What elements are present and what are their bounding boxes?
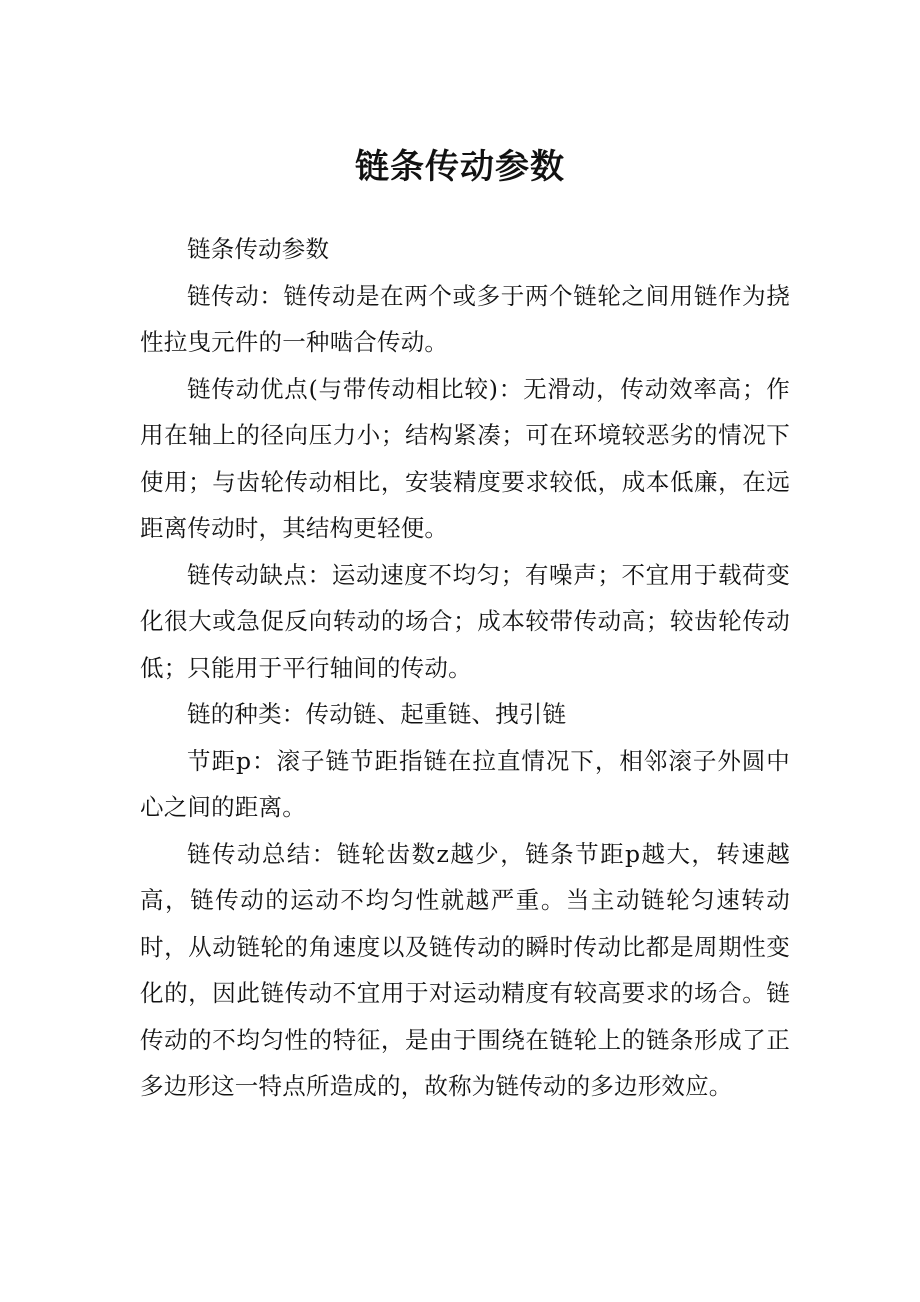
paragraph-pitch: 节距p：滚子链节距指链在拉直情况下，相邻滚子外圆中心之间的距离。	[140, 746, 790, 821]
paragraph-summary: 链传动总结：链轮齿数z越少，链条节距p越大，转速越高，链传动的运动不均匀性就越严重。当主动链轮匀速转动时，从动链轮的角速度以及链传动的瞬时传动比都是周期性变化的，因此链传动不宜用于对运动精度有较高要求的场合。链传动的不均匀性的特征，是由于围绕在链轮上的链条形成了正多边形这一特点所造成的，故称为链传动的多边形效应。	[140, 839, 790, 1100]
paragraph-advantages: 链传动优点(与带传动相比较)：无滑动，传动效率高；作用在轴上的径向压力小；结构紧凑；可在环境较恶劣的情况下使用；与齿轮传动相比，安装精度要求较低，成本低廉，在远距离传动时，其结构更轻便。	[140, 374, 790, 542]
paragraph-definition: 链传动：链传动是在两个或多于两个链轮之间用链作为挠性拉曳元件的一种啮合传动。	[140, 281, 790, 356]
document-body	[140, 226, 790, 1110]
document-title: 链条传动参数	[355, 147, 565, 187]
paragraph-disadvantages: 链传动缺点：运动速度不均匀；有噪声；不宜用于载荷变化很大或急促反向转动的场合；成本较带传动高；较齿轮传动低；只能用于平行轴间的传动。	[140, 560, 790, 682]
paragraph-heading: 链条传动参数	[187, 235, 330, 263]
paragraph-chain-types: 链的种类：传动链、起重链、拽引链	[187, 700, 567, 728]
